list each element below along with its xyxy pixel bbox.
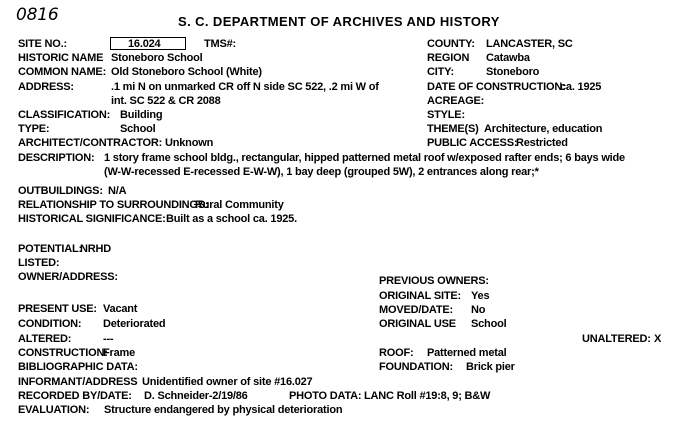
city-label: CITY:: [427, 66, 454, 78]
original-site-value: Yes: [471, 290, 490, 302]
site-no-value: 16.024: [128, 38, 161, 50]
potential-value: NRHD: [80, 243, 111, 255]
informant-label: INFORMANT/ADDRESS: [18, 376, 138, 388]
previous-owners-label: PREVIOUS OWNERS:: [379, 275, 489, 287]
relationship-label: RELATIONSHIP TO SURROUNDINGS:: [18, 199, 209, 211]
foundation-label: FOUNDATION:: [379, 361, 453, 373]
acreage-label: ACREAGE:: [427, 95, 485, 107]
original-use-label: ORIGINAL USE: [379, 318, 456, 330]
description-label: DESCRIPTION:: [18, 152, 95, 164]
original-use-value: School: [471, 318, 507, 330]
historical-significance-label: HISTORICAL SIGNIFICANCE:: [18, 213, 166, 225]
recorded-by-label: RECORDED BY/DATE:: [18, 390, 132, 402]
tms-label: TMS#:: [204, 38, 237, 50]
type-label: TYPE:: [18, 123, 50, 135]
common-name-label: COMMON NAME:: [18, 66, 107, 78]
classification-value: Building: [120, 109, 163, 121]
listed-label: LISTED:: [18, 257, 60, 269]
construction-value: Frame: [103, 347, 136, 359]
construction-label: CONSTRUCTION:: [18, 347, 108, 359]
date-construction-value: ca. 1925: [560, 81, 602, 93]
public-access-value: Restricted: [516, 137, 568, 149]
site-no-label: SITE NO.:: [18, 38, 67, 50]
themes-value: Architecture, education: [484, 123, 603, 135]
address-label: ADDRESS:: [18, 81, 74, 93]
region-label: REGION: [427, 52, 470, 64]
unaltered-value: X: [654, 333, 662, 345]
address-line1: .1 mi N on unmarked CR off N side SC 522, .2 mi W of: [111, 81, 379, 93]
potential-label: POTENTIAL:: [18, 243, 82, 255]
evaluation-value: Structure endangered by physical deterioration: [104, 404, 343, 416]
county-label: COUNTY:: [427, 38, 475, 50]
public-access-label: PUBLIC ACCESS:: [427, 137, 518, 149]
unaltered-label: UNALTERED:: [582, 333, 651, 345]
historic-name-label: HISTORIC NAME: [18, 52, 104, 64]
altered-label: ALTERED:: [18, 333, 72, 345]
page-title: S. C. DEPARTMENT OF ARCHIVES AND HISTORY: [178, 14, 500, 29]
condition-label: CONDITION:: [18, 318, 82, 330]
roof-value: Patterned metal: [427, 347, 507, 359]
condition-value: Deteriorated: [103, 318, 166, 330]
date-construction-label: DATE OF CONSTRUCTION:: [427, 81, 566, 93]
address-line2: int. SC 522 & CR 2088: [111, 95, 221, 107]
original-site-label: ORIGINAL SITE:: [379, 290, 461, 302]
themes-label: THEME(S): [427, 123, 479, 135]
moved-date-label: MOVED/DATE:: [379, 304, 453, 316]
historic-name-value: Stoneboro School: [111, 52, 203, 64]
foundation-value: Brick pier: [466, 361, 515, 373]
region-value: Catawba: [486, 52, 530, 64]
evaluation-label: EVALUATION:: [18, 404, 90, 416]
photo-data-label: PHOTO DATA:: [289, 390, 362, 402]
style-label: STYLE:: [427, 109, 465, 121]
description-line2: (W-W-recessed E-recessed E-W-W), 1 bay deep (grouped 5W), 2 entrances along rear;*: [104, 166, 539, 178]
altered-value: ---: [103, 333, 114, 345]
bibliographic-label: BIBLIOGRAPHIC DATA:: [18, 361, 138, 373]
outbuildings-label: OUTBUILDINGS:: [18, 185, 103, 197]
relationship-value: Rural Community: [195, 199, 284, 211]
moved-date-value: No: [471, 304, 486, 316]
description-line1: 1 story frame school bldg., rectangular, hipped patterned metal roof w/exposed rafter ends; 6 bays wide: [104, 152, 625, 164]
outbuildings-value: N/A: [108, 185, 127, 197]
form-number: 0816: [16, 5, 59, 25]
architect-label: ARCHITECT/CONTRACTOR:: [18, 137, 163, 149]
present-use-value: Vacant: [103, 303, 138, 315]
photo-data-value: LANC Roll #19:8, 9; B&W: [364, 390, 491, 402]
county-value: LANCASTER, SC: [486, 38, 573, 50]
classification-label: CLASSIFICATION:: [18, 109, 111, 121]
recorded-by-value: D. Schneider-2/19/86: [144, 390, 248, 402]
common-name-value: Old Stoneboro School (White): [111, 66, 262, 78]
type-value: School: [120, 123, 156, 135]
roof-label: ROOF:: [379, 347, 414, 359]
historical-significance-value: Built as a school ca. 1925.: [166, 213, 297, 225]
present-use-label: PRESENT USE:: [18, 303, 97, 315]
owner-address-label: OWNER/ADDRESS:: [18, 271, 118, 283]
informant-value: Unidentified owner of site #16.027: [142, 376, 313, 388]
city-value: Stoneboro: [486, 66, 540, 78]
architect-value: Unknown: [165, 137, 214, 149]
